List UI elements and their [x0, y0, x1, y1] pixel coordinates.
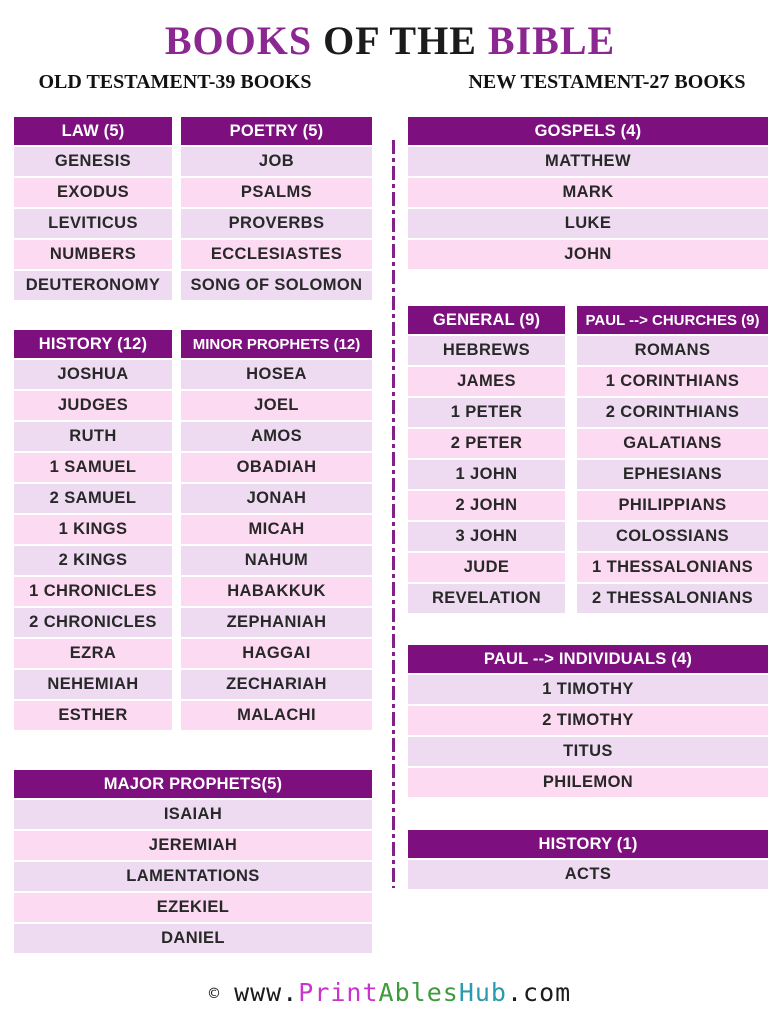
book-row: NUMBERS: [14, 240, 172, 269]
book-row: 2 TIMOTHY: [408, 706, 768, 735]
book-row: ECCLESIASTES: [181, 240, 372, 269]
title-books: BOOKS: [164, 18, 313, 63]
section-header: HISTORY (12): [14, 330, 172, 358]
section-header: LAW (5): [14, 117, 172, 145]
book-row: 2 CORINTHIANS: [577, 398, 768, 427]
new-testament-subtitle: NEW TESTAMENT-27 BOOKS: [468, 71, 746, 93]
book-row: 2 JOHN: [408, 491, 565, 520]
section-paul-individuals: [408, 645, 768, 799]
book-row: MICAH: [181, 515, 372, 544]
book-row: DANIEL: [14, 924, 372, 953]
book-row: LEVITICUS: [14, 209, 172, 238]
book-row: 2 CHRONICLES: [14, 608, 172, 637]
book-row: LAMENTATIONS: [14, 862, 372, 891]
section-header: MAJOR PROPHETS(5): [14, 770, 372, 798]
book-row: 1 KINGS: [14, 515, 172, 544]
section-poetry: [181, 117, 372, 302]
book-row: 1 THESSALONIANS: [577, 553, 768, 582]
book-row: PHILIPPIANS: [577, 491, 768, 520]
book-row: HABAKKUK: [181, 577, 372, 606]
book-row: OBADIAH: [181, 453, 372, 482]
section-general: [408, 306, 565, 615]
book-row: JAMES: [408, 367, 565, 396]
book-row: NEHEMIAH: [14, 670, 172, 699]
book-row: ACTS: [408, 860, 768, 889]
book-row: EPHESIANS: [577, 460, 768, 489]
book-row: ESTHER: [14, 701, 172, 730]
column-divider: [392, 140, 395, 888]
book-row: 2 THESSALONIANS: [577, 584, 768, 613]
url-segment: Ables: [378, 978, 459, 1007]
book-row: PHILEMON: [408, 768, 768, 797]
book-row: AMOS: [181, 422, 372, 451]
book-row: 1 CORINTHIANS: [577, 367, 768, 396]
book-row: JOB: [181, 147, 372, 176]
section-header: GENERAL (9): [408, 306, 565, 334]
book-row: ROMANS: [577, 336, 768, 365]
book-row: HEBREWS: [408, 336, 565, 365]
book-row: PROVERBS: [181, 209, 372, 238]
book-row: COLOSSIANS: [577, 522, 768, 551]
book-row: GALATIANS: [577, 429, 768, 458]
book-row: 1 JOHN: [408, 460, 565, 489]
book-row: SONG OF SOLOMON: [181, 271, 372, 300]
book-row: 1 SAMUEL: [14, 453, 172, 482]
section-law: [14, 117, 172, 302]
url-segment: .com: [506, 978, 572, 1007]
book-row: GENESIS: [14, 147, 172, 176]
book-row: 2 KINGS: [14, 546, 172, 575]
section-major-prophets: [14, 770, 372, 955]
section-header: MINOR PROPHETS (12): [181, 330, 372, 358]
url-segment: www.: [234, 978, 299, 1007]
book-row: JOHN: [408, 240, 768, 269]
book-row: HAGGAI: [181, 639, 372, 668]
copyright-icon: ©: [208, 984, 221, 1004]
url-segment: Hub: [458, 978, 507, 1007]
book-row: JOSHUA: [14, 360, 172, 389]
section-header: PAUL --> CHURCHES (9): [577, 306, 768, 334]
book-row: JEREMIAH: [14, 831, 372, 860]
section-paul-churches: [577, 306, 768, 615]
book-row: 3 JOHN: [408, 522, 565, 551]
book-row: ZECHARIAH: [181, 670, 372, 699]
book-row: MATTHEW: [408, 147, 768, 176]
book-row: RUTH: [14, 422, 172, 451]
book-row: JONAH: [181, 484, 372, 513]
title-of-the: OF THE: [312, 18, 488, 63]
book-row: JOEL: [181, 391, 372, 420]
footer-website-credit: [0, 978, 780, 1007]
page-title: [0, 18, 780, 64]
section-header: POETRY (5): [181, 117, 372, 145]
book-row: ISAIAH: [14, 800, 372, 829]
book-row: EZRA: [14, 639, 172, 668]
book-row: JUDGES: [14, 391, 172, 420]
old-testament-subtitle: OLD TESTAMENT-39 BOOKS: [38, 71, 312, 93]
book-row: 1 CHRONICLES: [14, 577, 172, 606]
book-row: LUKE: [408, 209, 768, 238]
book-row: TITUS: [408, 737, 768, 766]
section-history-nt: [408, 830, 768, 891]
book-row: EXODUS: [14, 178, 172, 207]
url-segment: Print: [298, 978, 379, 1007]
book-row: 1 TIMOTHY: [408, 675, 768, 704]
book-row: JUDE: [408, 553, 565, 582]
section-gospels: [408, 117, 768, 271]
title-bible: BIBLE: [487, 18, 616, 63]
section-header: PAUL --> INDIVIDUALS (4): [408, 645, 768, 673]
book-row: DEUTERONOMY: [14, 271, 172, 300]
section-header: HISTORY (1): [408, 830, 768, 858]
book-row: HOSEA: [181, 360, 372, 389]
book-row: PSALMS: [181, 178, 372, 207]
section-history-ot: [14, 330, 172, 732]
book-row: 2 SAMUEL: [14, 484, 172, 513]
section-minor-prophets: [181, 330, 372, 732]
book-row: 2 PETER: [408, 429, 565, 458]
book-row: MALACHI: [181, 701, 372, 730]
book-row: MARK: [408, 178, 768, 207]
website-url: [234, 978, 571, 1007]
book-row: NAHUM: [181, 546, 372, 575]
book-row: EZEKIEL: [14, 893, 372, 922]
book-row: REVELATION: [408, 584, 565, 613]
book-row: ZEPHANIAH: [181, 608, 372, 637]
book-row: 1 PETER: [408, 398, 565, 427]
section-header: GOSPELS (4): [408, 117, 768, 145]
